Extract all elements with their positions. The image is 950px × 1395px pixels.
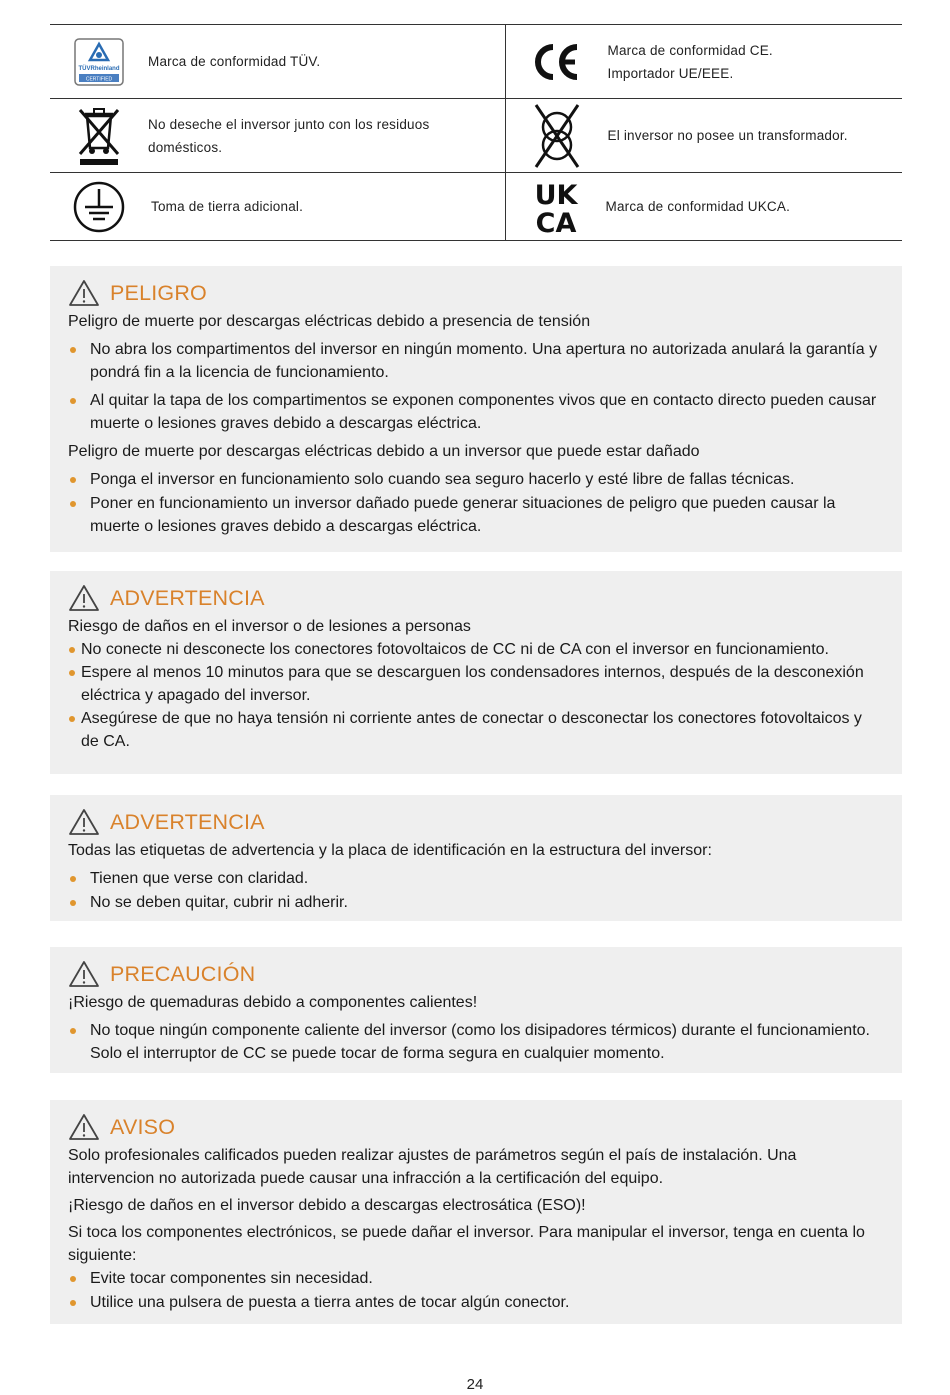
peligro-intro-1: Peligro de muerte por descargas eléctricas debido a presencia de tensión (68, 313, 591, 330)
symbol-table (50, 24, 902, 241)
symbol-cell-ukca (505, 173, 902, 241)
list-item: Evite tocar componentes sin necesidad. (68, 1267, 884, 1290)
ce-mark-icon (506, 26, 608, 98)
list-item: No toque ningún componente caliente del inversor (como los disipadores térmicos) durante el funcionamiento. Solo el interruptor de CC se puede tocar de forma segura en cualquier momento. (68, 1019, 884, 1065)
tuv-mark-text: Marca de conformidad TÜV. (148, 54, 321, 69)
no-transformer-text: El inversor no posee un transformador. (607, 128, 848, 143)
advertencia-intro-1: Riesgo de daños en el inversor o de lesiones a personas (68, 618, 471, 635)
svg-text:CERTIFIED: CERTIFIED (85, 76, 113, 82)
list-item: Tienen que verse con claridad. (68, 867, 884, 890)
ukca-mark-icon (506, 174, 606, 240)
precaucion-intro: ¡Riesgo de quemaduras debido a componentes calientes! (68, 994, 478, 1011)
weee-text-line2: domésticos. (148, 139, 223, 155)
warning-triangle-icon (68, 1113, 100, 1141)
aviso-box (50, 1100, 902, 1324)
warning-triangle-icon (68, 960, 100, 988)
warning-triangle-icon (68, 584, 100, 612)
svg-text:CA: CA (535, 207, 576, 235)
no-household-disposal-icon (50, 100, 148, 172)
weee-text-line1: No deseche el inversor junto con los residuos (148, 116, 430, 132)
symbol-cell-ground (50, 173, 505, 241)
page-number: 24 (466, 1376, 484, 1393)
advertencia-box-2 (50, 795, 902, 921)
peligro-box (50, 266, 902, 552)
precaucion-title: PRECAUCIÓN (110, 961, 256, 986)
ce-importer-text: Importador UE/EEE. (607, 65, 734, 81)
peligro-intro-2: Peligro de muerte por descargas eléctricas debido a un inversor que puede estar dañado (68, 443, 700, 460)
list-item: Al quitar la tapa de los compartimentos se exponen componentes vivos que en contacto directo pueden causar muerte o lesiones graves debido a descargas eléctrica. (68, 389, 884, 435)
svg-text:UK: UK (534, 179, 577, 211)
advertencia-title-1: ADVERTENCIA (110, 585, 265, 610)
advertencia-title-2: ADVERTENCIA (110, 809, 265, 834)
symbol-cell-tuv (50, 25, 505, 99)
aviso-title: AVISO (110, 1114, 176, 1139)
list-item: No abra los compartimentos del inversor en ningún momento. Una apertura no autorizada anulará la garantía y pondrá fin a la licencia de funcionamiento. (68, 338, 884, 384)
aviso-paragraph-1: Solo profesionales calificados pueden realizar ajustes de parámetros según el país de instalación. Una intervencion no autorizada puede causar una infracción a la certificación del equipo. (68, 1147, 797, 1187)
list-item: Espere al menos 10 minutos para que se descarguen los condensadores internos, después de la desconexión eléctrica y apagado del inversor. (68, 661, 884, 707)
svg-text:TÜVRheinland: TÜVRheinland (78, 65, 120, 72)
tuv-certified-icon (50, 26, 148, 98)
list-item: No se deben quitar, cubrir ni adherir. (68, 891, 884, 914)
symbol-cell-weee (50, 99, 505, 173)
peligro-title: PELIGRO (110, 280, 207, 305)
aviso-paragraph-3: Si toca los componentes electrónicos, se puede dañar el inversor. Para manipular el inversor, tenga en cuenta lo siguiente: (68, 1224, 865, 1264)
warning-triangle-icon (68, 808, 100, 836)
ground-terminal-icon (50, 174, 148, 240)
ukca-text: Marca de conformidad UKCA. (605, 199, 791, 214)
list-item: No conecte ni desconecte los conectores fotovoltaicos de CC ni de CA con el inversor en funcionamiento. (68, 638, 884, 661)
warning-triangle-icon (68, 279, 100, 307)
precaucion-box (50, 947, 902, 1073)
no-transformer-icon (506, 100, 608, 172)
advertencia-intro-2: Todas las etiquetas de advertencia y la placa de identificación en la estructura del inversor: (68, 842, 712, 859)
symbol-cell-transformer (505, 99, 902, 173)
symbol-cell-ce (505, 25, 902, 99)
aviso-paragraph-2: ¡Riesgo de daños en el inversor debido a descargas electrosática (ESO)! (68, 1197, 586, 1214)
list-item: Asegúrese de que no haya tensión ni corriente antes de conectar o desconectar los conectores fotovoltaicos y de CA. (68, 707, 884, 753)
ce-mark-text: Marca de conformidad CE. (607, 42, 773, 58)
list-item: Poner en funcionamiento un inversor dañado puede generar situaciones de peligro que pueden causar la muerte o lesiones graves debido a descargas eléctrica. (68, 492, 884, 538)
list-item: Ponga el inversor en funcionamiento solo cuando sea seguro hacerlo y esté libre de fallas técnicas. (68, 468, 884, 491)
advertencia-box-1 (50, 571, 902, 774)
ground-text: Toma de tierra adicional. (151, 199, 304, 214)
list-item: Utilice una pulsera de puesta a tierra antes de tocar algún conector. (68, 1291, 884, 1314)
